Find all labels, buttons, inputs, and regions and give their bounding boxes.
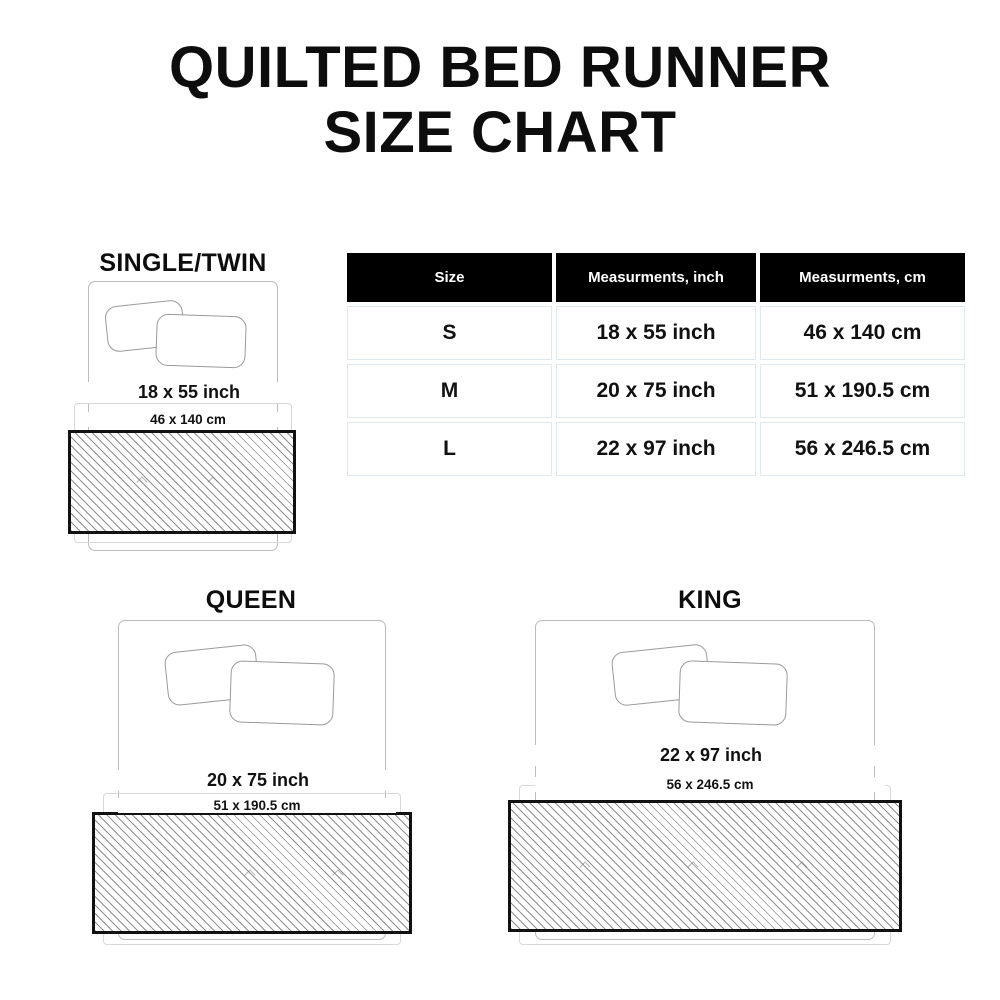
bed-label-king: KING bbox=[678, 586, 742, 614]
table-row bbox=[347, 306, 965, 360]
table-header-inch: Measurments, inch bbox=[556, 253, 756, 302]
dimension-cm-single: 46 x 140 cm bbox=[88, 412, 288, 427]
pillow-front-king bbox=[678, 660, 788, 726]
bed-runner-queen bbox=[92, 812, 412, 934]
stitch-mark bbox=[332, 869, 343, 880]
cell-cm-l: 56 x 246.5 cm bbox=[760, 422, 965, 476]
cell-cm-s: 46 x 140 cm bbox=[760, 306, 965, 360]
page-title bbox=[0, 36, 1000, 166]
stitch-mark bbox=[207, 476, 218, 487]
cell-inch-s: 18 x 55 inch bbox=[556, 306, 756, 360]
table-row bbox=[347, 422, 965, 476]
bed-label-single-twin: SINGLE/TWIN bbox=[99, 249, 267, 277]
stitch-mark bbox=[156, 869, 167, 880]
table-header-size: Size bbox=[347, 253, 552, 302]
bed-runner-single bbox=[68, 430, 296, 534]
stitch-mark bbox=[796, 862, 807, 873]
dimension-inch-king: 22 x 97 inch bbox=[535, 745, 887, 766]
bed-label-queen: QUEEN bbox=[205, 586, 297, 614]
dimension-cm-king: 56 x 246.5 cm bbox=[535, 777, 885, 792]
pillow-front-single bbox=[155, 313, 247, 368]
stitch-mark bbox=[579, 862, 590, 873]
dimension-inch-single: 18 x 55 inch bbox=[88, 382, 290, 403]
cell-inch-m: 20 x 75 inch bbox=[556, 364, 756, 418]
cell-inch-l: 22 x 97 inch bbox=[556, 422, 756, 476]
table-row bbox=[347, 364, 965, 418]
page-title-line-1: QUILTED BED RUNNER bbox=[168, 35, 832, 100]
stitch-mark bbox=[136, 476, 147, 487]
cell-size-s: S bbox=[347, 306, 552, 360]
dimension-inch-queen: 20 x 75 inch bbox=[118, 770, 398, 791]
table-header-row bbox=[347, 253, 965, 302]
pillow-front-queen bbox=[229, 660, 335, 726]
dimension-cm-queen: 51 x 190.5 cm bbox=[118, 798, 396, 813]
table-header-cm: Measurments, cm bbox=[760, 253, 965, 302]
page-title-line-2: SIZE CHART bbox=[323, 99, 677, 165]
cell-cm-m: 51 x 190.5 cm bbox=[760, 364, 965, 418]
cell-size-m: M bbox=[347, 364, 552, 418]
size-chart-table bbox=[343, 249, 963, 480]
stitch-mark bbox=[688, 862, 699, 873]
stitch-mark bbox=[244, 869, 255, 880]
cell-size-l: L bbox=[347, 422, 552, 476]
bed-runner-king bbox=[508, 800, 902, 932]
